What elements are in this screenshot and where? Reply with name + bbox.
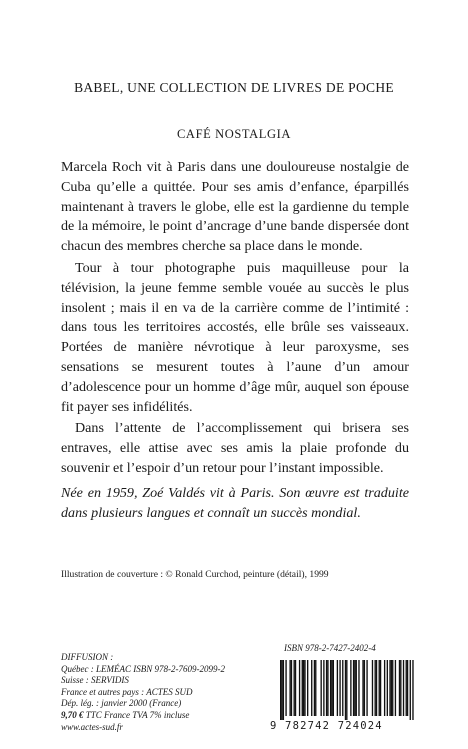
- barcode-bar: [358, 660, 359, 716]
- barcode-bar: [302, 660, 303, 716]
- barcode-bar: [403, 660, 404, 716]
- barcode-bar: [412, 660, 413, 720]
- barcode-bar: [321, 660, 322, 716]
- barcode-bar: [392, 660, 393, 716]
- author-note: Née en 1959, Zoé Valdés vit à Paris. Son œuvre est traduite dans plusieurs langues et connaît un succès mondial.: [61, 485, 409, 521]
- barcode-bar: [380, 660, 381, 716]
- isbn: ISBN 978-2-7427-2402-4: [284, 643, 376, 653]
- barcode-bar: [364, 660, 365, 716]
- barcode-bar: [315, 660, 316, 716]
- barcode-bar: [299, 660, 300, 716]
- barcode-bar: [389, 660, 390, 716]
- distribution-quebec: Québec : LEMÉAC ISBN 978-2-7609-2099-2: [61, 663, 225, 674]
- barcode-bar: [295, 660, 296, 716]
- barcode-bar: [314, 660, 315, 716]
- blurb-paragraph: Tour à tour photographe puis maquilleuse pour la télévision, la jeune femme semble vouée au succès le plus insolent ; mais il en va de la carrière comme de l’intimité : dans tous les territoires accostés, elle brûle ses vaisseaux. Portées de manière névrotique à leur paroxysme, ses sensations se mesurent toutes à l’aune d’un amour d’adolescence pour un homme d’âge mûr, auquel son épouse fit payer ses infidélités.: [61, 259, 409, 415]
- barcode-bar: [379, 660, 380, 716]
- price: [61, 710, 261, 722]
- distribution-info: [61, 652, 261, 733]
- book-title: CAFÉ NOSTALGIA: [177, 127, 291, 141]
- barcode-bar: [307, 660, 308, 716]
- barcode-bar: [304, 660, 305, 716]
- barcode-bar: [350, 660, 351, 716]
- barcode-bar: [331, 660, 332, 716]
- barcode-bar: [395, 660, 396, 716]
- barcode-bar: [323, 660, 324, 716]
- barcode-bar: [283, 660, 284, 720]
- barcode-bar: [311, 660, 312, 716]
- barcode-bar: [346, 660, 347, 720]
- barcode-bar: [375, 660, 376, 716]
- blurb-paragraph: Dans l’attente de l’accomplissement qui brisera ses entraves, elle attise avec ses amis la plaie profonde du souvenir et l’espoir d’un retour pour l’instant impossible.: [61, 420, 409, 476]
- barcode-bar: [280, 660, 281, 720]
- collection-name: BABEL, UNE COLLECTION DE LIVRES DE POCHE: [74, 80, 394, 95]
- barcode-bar: [353, 660, 354, 716]
- legal-deposit: Dép. lég. : janvier 2000 (France): [61, 698, 182, 709]
- barcode-bar: [366, 660, 367, 716]
- barcode-bar: [354, 660, 355, 716]
- barcode-bar: [285, 660, 286, 716]
- barcode-bar: [410, 660, 411, 720]
- blurb: [61, 158, 409, 479]
- barcode-bar: [345, 660, 346, 720]
- price-details: TTC France TVA 7% incluse: [85, 709, 190, 720]
- barcode-bar: [356, 660, 357, 716]
- barcode-icon: [268, 656, 416, 720]
- barcode-bar: [384, 660, 385, 716]
- barcode-bar: [399, 660, 400, 716]
- barcode-bar: [337, 660, 338, 716]
- barcode-bar: [407, 660, 408, 716]
- barcode-bar: [342, 660, 343, 716]
- barcode-bar: [291, 660, 292, 716]
- barcode-bar: [294, 660, 295, 716]
- barcode-bar: [330, 660, 331, 716]
- barcode-bar: [406, 660, 407, 716]
- distribution-label: DIFFUSION :: [61, 652, 114, 662]
- barcode-bar: [376, 660, 377, 716]
- barcode-bar: [281, 660, 282, 720]
- barcode-digits: 9 782742 724024: [270, 720, 383, 732]
- blurb-paragraph: Marcela Roch vit à Paris dans une douloureuse nostalgie de Cuba qu’elle a quittée. Pour ses amis d’enfance, éparpillés maintenant à travers le globe, elle est la gardienne du temple de la mémoire, le point d’ancrage d’une bande dispersée dont chacun des membres cherche sa place dans le monde.: [61, 159, 409, 255]
- barcode-bar: [362, 660, 363, 716]
- price-value: 9,70 €: [61, 709, 84, 720]
- barcode-bar: [400, 660, 401, 716]
- barcode-bar: [303, 660, 304, 716]
- barcode-bar: [387, 660, 388, 716]
- barcode-bar: [391, 660, 392, 716]
- website: www.actes-sud.fr: [61, 721, 123, 732]
- illustration-credit: Illustration de couverture : © Ronald Curchod, peinture (détail), 1999: [61, 569, 329, 580]
- barcode-bar: [372, 660, 373, 716]
- distribution-france: France et autres pays : ACTES SUD: [61, 686, 193, 697]
- barcode-bar: [289, 660, 290, 716]
- barcode-bar: [339, 660, 340, 716]
- barcode-bar: [327, 660, 328, 716]
- distribution-suisse: Suisse : SERVIDIS: [61, 675, 129, 686]
- barcode-bar: [333, 660, 334, 716]
- barcode-bar: [326, 660, 327, 716]
